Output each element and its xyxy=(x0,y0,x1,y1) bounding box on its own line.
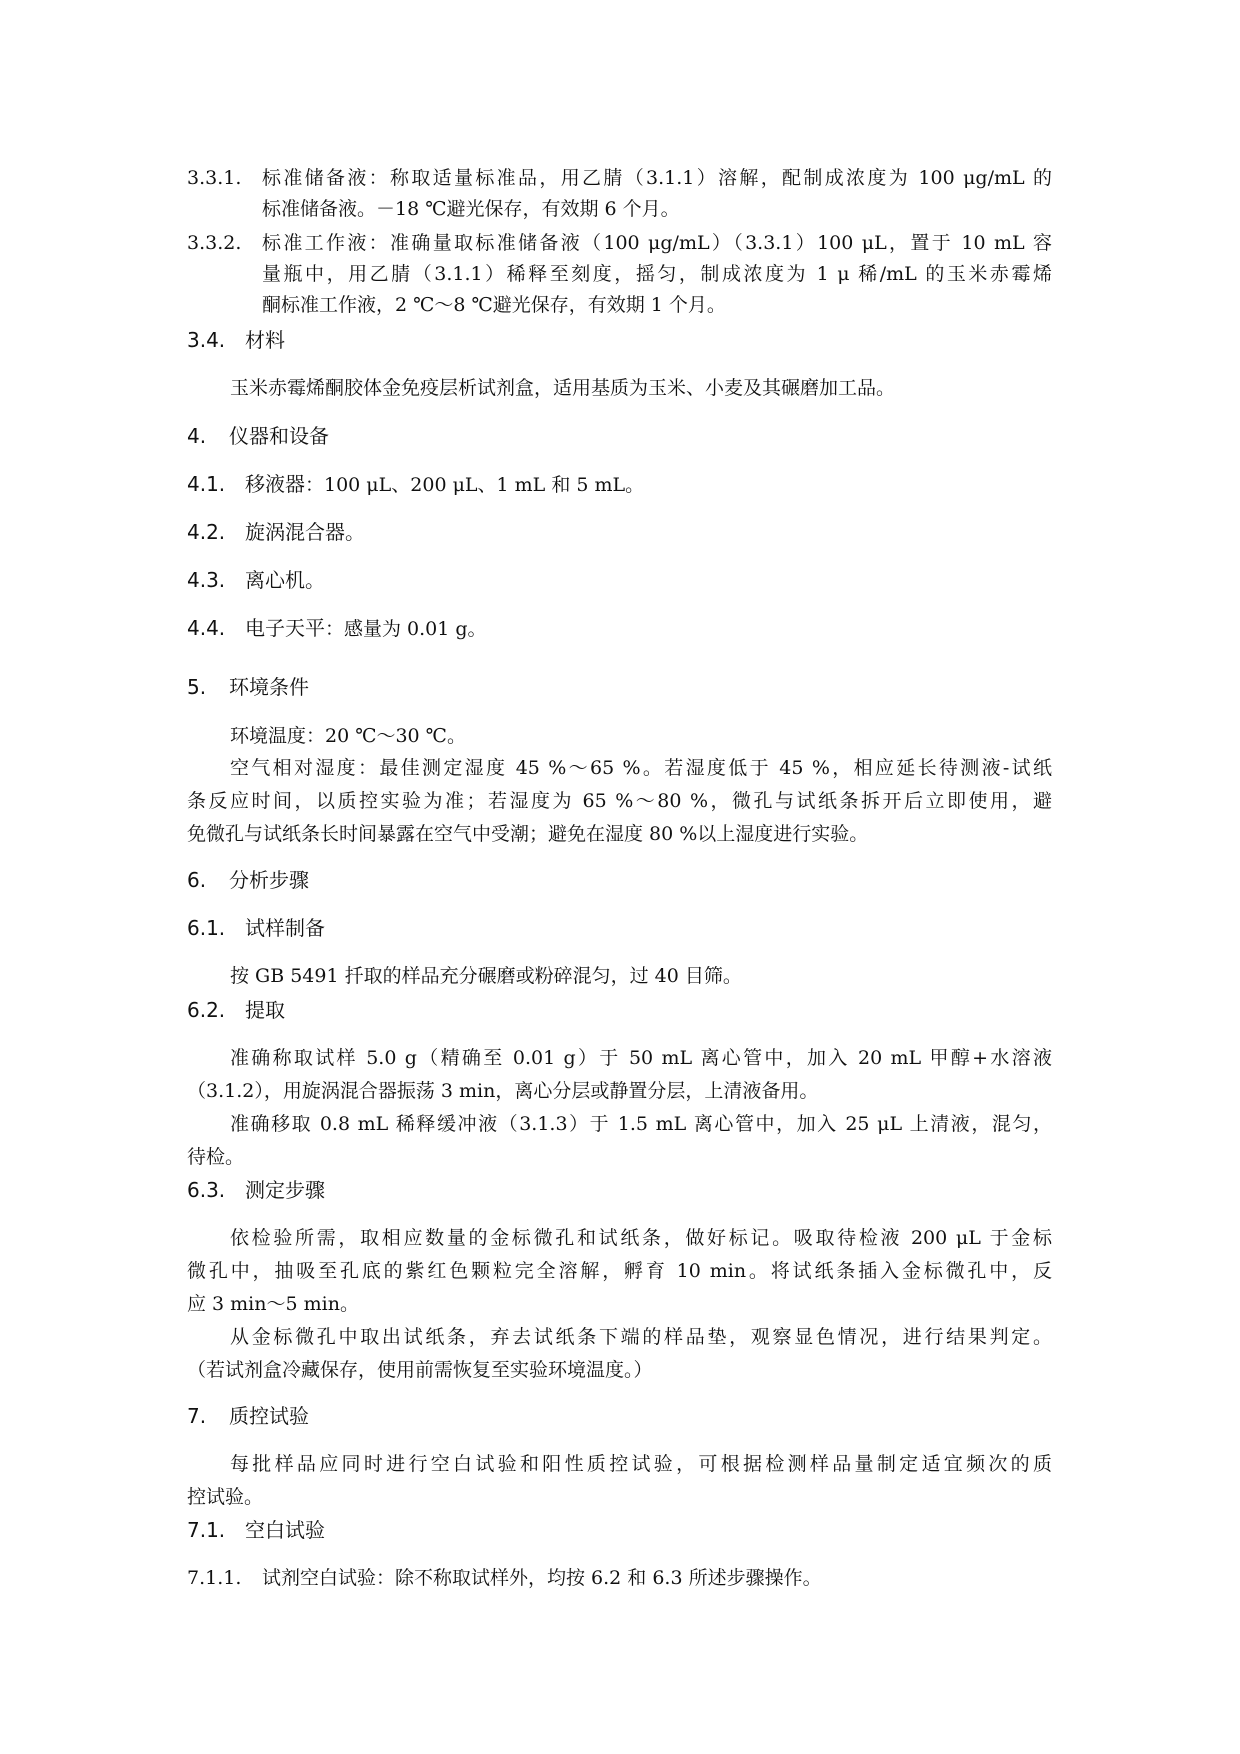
heading-6-3-number: 6.3. xyxy=(187,1178,226,1202)
clause-7-1-1-text: 试剂空白试验：除不称取试样外，均按 6.2 和 6.3 所述步骤操作。 xyxy=(262,1567,822,1589)
clause-7-1-1-number: 7.1.1. xyxy=(187,1567,242,1589)
clause-3-3-2-number: 3.3.2. xyxy=(187,232,242,254)
heading-4-1-number: 4.1. xyxy=(187,472,226,496)
heading-6-2-number: 6.2. xyxy=(187,998,226,1022)
heading-6-2-title: 提取 xyxy=(245,998,285,1022)
clause-3-3-1-line-2: 标准储备液。－18 ℃避光保存，有效期 6 个月。 xyxy=(262,198,680,220)
heading-7-1-title: 空白试验 xyxy=(245,1518,325,1542)
clause-4-4-text: ：感量为 0.01 g。 xyxy=(325,618,487,640)
heading-7-number: 7. xyxy=(187,1404,207,1428)
paragraph-7-line-1: 每批样品应同时进行空白试验和阳性质控试验，可根据检测样品量制定适宜频次的质 xyxy=(230,1453,1052,1475)
heading-4-3-title: 离心机。 xyxy=(245,568,325,592)
heading-4-number: 4. xyxy=(187,424,207,448)
clause-4-1 xyxy=(245,472,644,497)
heading-6-title: 分析步骤 xyxy=(229,868,309,892)
paragraph-6-1: 按 GB 5491 扦取的样品充分碾磨或粉碎混匀，过 40 目筛。 xyxy=(230,965,742,987)
paragraph-6-2-a-line-1: 准确称取试样 5.0 g（精确至 0.01 g）于 50 mL 离心管中，加入 20 mL 甲醇+水溶液 xyxy=(230,1047,1052,1069)
heading-4-2-number: 4.2. xyxy=(187,520,226,544)
paragraph-6-2-b-line-2: 待检。 xyxy=(187,1146,245,1168)
paragraph-5-humidity-line-2: 条反应时间，以质控实验为准；若湿度为 65 %～80 %，微孔与试纸条拆开后立即使用，避 xyxy=(187,790,1052,812)
paragraph-6-3-b-line-1: 从金标微孔中取出试纸条，弃去试纸条下端的样品垫，观察显色情况，进行结果判定。 xyxy=(230,1326,1052,1348)
heading-5-number: 5. xyxy=(187,675,207,699)
clause-4-4-title: 电子天平 xyxy=(245,616,325,640)
paragraph-6-3-a-line-2: 微孔中，抽吸至孔底的紫红色颗粒完全溶解，孵育 10 min。将试纸条插入金标微孔中，反 xyxy=(187,1260,1052,1282)
paragraph-3-4: 玉米赤霉烯酮胶体金免疫层析试剂盒，适用基质为玉米、小麦及其碾磨加工品。 xyxy=(230,377,896,399)
paragraph-6-2-b-line-1: 准确移取 0.8 mL 稀释缓冲液（3.1.3）于 1.5 mL 离心管中，加入 25 μL 上清液，混匀， xyxy=(230,1113,1052,1135)
clause-3-3-1-line-1: 标准储备液：称取适量标准品，用乙腈（3.1.1）溶解，配制成浓度为 100 μg/mL 的 xyxy=(262,167,1052,189)
clause-3-3-2-line-1: 标准工作液：准确量取标准储备液（100 μg/mL）（3.3.1）100 μL，置于 10 mL 容 xyxy=(262,232,1052,254)
paragraph-5-humidity-line-1: 空气相对湿度：最佳测定湿度 45 %～65 %。若湿度低于 45 %，相应延长待测液-试纸 xyxy=(230,757,1052,779)
clause-4-1-text: ：100 μL、200 μL、1 mL 和 5 mL。 xyxy=(305,474,645,496)
paragraph-6-2-a-line-2: （3.1.2），用旋涡混合器振荡 3 min，离心分层或静置分层，上清液备用。 xyxy=(187,1080,819,1102)
heading-6-1-number: 6.1. xyxy=(187,916,226,940)
paragraph-5-humidity-line-3: 免微孔与试纸条长时间暴露在空气中受潮；避免在湿度 80 %以上湿度进行实验。 xyxy=(187,823,869,845)
heading-6-1-title: 试样制备 xyxy=(245,916,325,940)
heading-4-3-number: 4.3. xyxy=(187,568,226,592)
paragraph-5-temperature: 环境温度：20 ℃～30 ℃。 xyxy=(230,725,466,747)
heading-7-title: 质控试验 xyxy=(229,1404,309,1428)
paragraph-6-3-a-line-3: 应 3 min～5 min。 xyxy=(187,1293,359,1315)
paragraph-7-line-2: 控试验。 xyxy=(187,1486,264,1508)
heading-4-title: 仪器和设备 xyxy=(229,424,329,448)
clause-3-3-2-line-2: 量瓶中，用乙腈（3.1.1）稀释至刻度，摇匀，制成浓度为 1 μ 稀/mL 的玉米赤霉烯 xyxy=(262,263,1052,285)
clause-3-3-1-number: 3.3.1. xyxy=(187,167,242,189)
paragraph-6-3-a-line-1: 依检验所需，取相应数量的金标微孔和试纸条，做好标记。吸取待检液 200 μL 于金标 xyxy=(230,1227,1052,1249)
clause-3-3-2-line-3: 酮标准工作液，2 ℃～8 ℃避光保存，有效期 1 个月。 xyxy=(262,294,726,316)
heading-3-4-number: 3.4. xyxy=(187,328,226,352)
heading-7-1-number: 7.1. xyxy=(187,1518,226,1542)
heading-4-4-number: 4.4. xyxy=(187,616,226,640)
heading-6-3-title: 测定步骤 xyxy=(245,1178,325,1202)
heading-6-number: 6. xyxy=(187,868,207,892)
clause-4-4 xyxy=(245,616,487,641)
paragraph-6-3-b-line-2: （若试剂盒冷藏保存，使用前需恢复至实验环境温度。） xyxy=(187,1359,653,1381)
heading-4-2-title: 旋涡混合器。 xyxy=(245,520,365,544)
heading-5-title: 环境条件 xyxy=(229,675,309,699)
heading-3-4-title: 材料 xyxy=(245,328,285,352)
clause-4-1-title: 移液器 xyxy=(245,472,305,496)
